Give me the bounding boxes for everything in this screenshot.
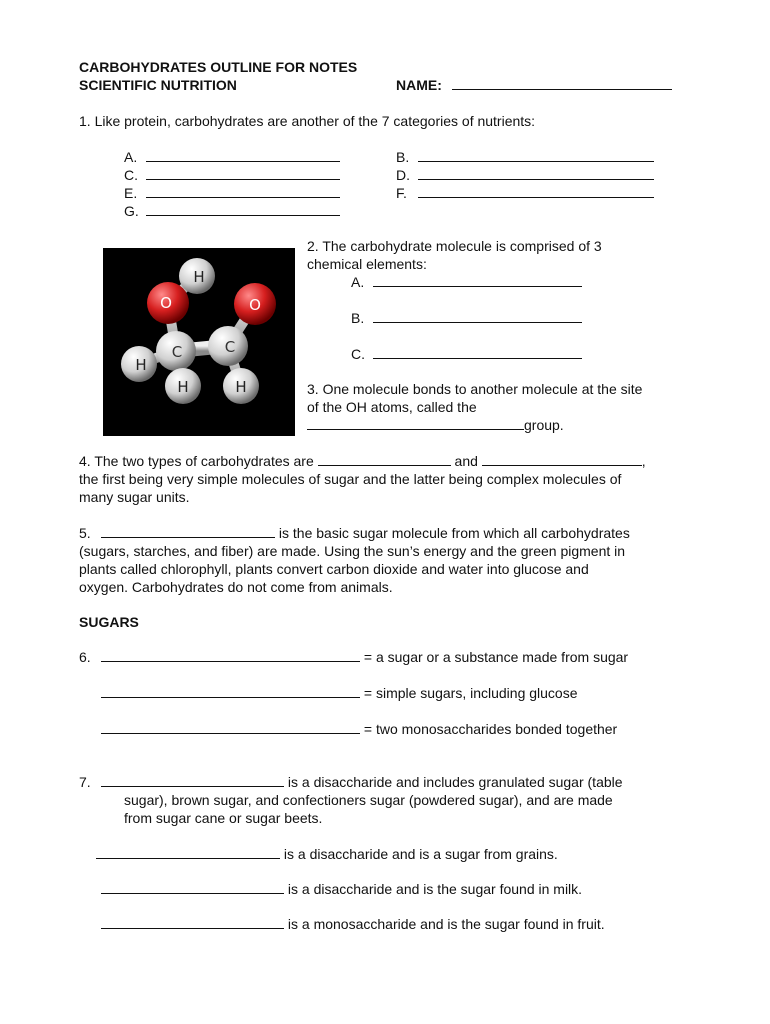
question-5-line1 [79, 524, 630, 542]
question-6-item-2 [101, 684, 578, 702]
atom-label: O [160, 294, 172, 312]
q6-text-3: = two monosaccharides bonded together [363, 721, 618, 737]
q4-blank-1[interactable] [318, 452, 451, 466]
question-6-item-1 [79, 648, 628, 666]
atom-label: H [177, 378, 189, 396]
question-4-line2: the first being very simple molecules of sugar and the latter being complex molecules of [79, 471, 622, 487]
question-3-line2: of the OH atoms, called the [307, 399, 477, 415]
question-3-line3 [307, 416, 564, 434]
q2-item-a [351, 273, 582, 291]
q1-letter: F. [396, 185, 407, 201]
question-7-item-4 [101, 915, 605, 933]
page-subtitle: SCIENTIFIC NUTRITION [79, 77, 237, 93]
q1-letter: B. [396, 149, 410, 165]
q1-blank-d[interactable] [418, 166, 654, 180]
q1-item-e [124, 184, 340, 202]
q1-letter: C. [124, 167, 138, 183]
q7-blank-3[interactable] [101, 880, 284, 894]
q1-letter: D. [396, 167, 410, 183]
q7-text-4: is a monosaccharide and is the sugar found in fruit. [287, 916, 605, 932]
name-row [396, 76, 672, 94]
q1-letter: G. [124, 203, 139, 219]
q7-blank-4[interactable] [101, 915, 284, 929]
q7-line1-rest: is a disaccharide and includes granulated sugar (table [287, 774, 623, 790]
atom-label: H [193, 268, 205, 286]
q2-item-b [351, 309, 582, 327]
q2-blank-b[interactable] [373, 309, 582, 323]
question-2-line1: 2. The carbohydrate molecule is comprised of 3 [307, 238, 602, 254]
question-7-line3: from sugar cane or sugar beets. [124, 810, 323, 826]
q1-blank-g[interactable] [146, 202, 340, 216]
q3-suffix: group. [524, 417, 564, 433]
q6-blank-1[interactable] [101, 648, 360, 662]
q4-part1: 4. The two types of carbohydrates are [79, 453, 314, 469]
q1-item-g [124, 202, 340, 220]
atom-label: C [171, 343, 183, 361]
q1-blank-a[interactable] [146, 148, 340, 162]
q1-blank-f[interactable] [418, 184, 654, 198]
q2-blank-c[interactable] [373, 345, 582, 359]
q1-item-c [124, 166, 340, 184]
question-7-item-3 [101, 880, 582, 898]
q7-text-2: is a disaccharide and is a sugar from grains. [283, 846, 558, 862]
question-7-line1 [79, 773, 623, 791]
q2-blank-a[interactable] [373, 273, 582, 287]
q1-blank-e[interactable] [146, 184, 340, 198]
question-4-line3: many sugar units. [79, 489, 190, 505]
q5-blank[interactable] [101, 524, 275, 538]
q1-blank-b[interactable] [418, 148, 654, 162]
q1-letter: E. [124, 185, 138, 201]
q5-num: 5. [79, 525, 91, 541]
q6-text-1: = a sugar or a substance made from sugar [363, 649, 629, 665]
q3-blank[interactable] [307, 416, 524, 430]
question-5-line3: plants called chlorophyll, plants convert carbon dioxide and water into glucose and [79, 561, 589, 577]
q7-blank-1[interactable] [101, 773, 284, 787]
question-3-line1: 3. One molecule bonds to another molecule at the site [307, 381, 643, 397]
atom-label: O [249, 296, 261, 314]
question-7-item-2 [96, 845, 558, 863]
q1-item-a [124, 148, 340, 166]
question-5-line2: (sugars, starches, and fiber) are made. Using the sun’s energy and the green pigment in [79, 543, 626, 559]
q7-num: 7. [79, 774, 91, 790]
q2-letter: B. [351, 310, 365, 326]
q1-item-f [396, 184, 654, 202]
q2-letter: A. [351, 274, 365, 290]
q2-item-c [351, 345, 582, 363]
question-2-line2: chemical elements: [307, 256, 427, 272]
question-1-text: 1. Like protein, carbohydrates are another of the 7 categories of nutrients: [79, 113, 536, 129]
molecule-graphic [103, 248, 295, 436]
q2-letter: C. [351, 346, 365, 362]
q4-part2: and [454, 453, 478, 469]
atom-label: H [135, 356, 147, 374]
q6-text-2: = simple sugars, including glucose [363, 685, 578, 701]
atom-label: C [224, 338, 236, 356]
q1-item-d [396, 166, 654, 184]
q4-part3: , [641, 453, 646, 469]
question-4-line1 [79, 452, 646, 470]
q6-blank-2[interactable] [101, 684, 360, 698]
question-5-line4: oxygen. Carbohydrates do not come from animals. [79, 579, 393, 595]
name-label: NAME: [396, 77, 442, 93]
q7-text-3: is a disaccharide and is the sugar found in milk. [287, 881, 583, 897]
question-7-line2: sugar), brown sugar, and confectioners sugar (powdered sugar), and are made [124, 792, 613, 808]
q4-blank-2[interactable] [482, 452, 642, 466]
q6-num: 6. [79, 649, 91, 665]
q1-blank-c[interactable] [146, 166, 340, 180]
section-heading-sugars: SUGARS [79, 614, 139, 630]
q1-letter: A. [124, 149, 138, 165]
q6-blank-3[interactable] [101, 720, 360, 734]
q5-line1-rest: is the basic sugar molecule from which all carbohydrates [278, 525, 630, 541]
atom-label: H [235, 378, 247, 396]
q7-blank-2[interactable] [96, 845, 280, 859]
question-6-item-3 [101, 720, 617, 738]
carbohydrate-molecule-image [103, 248, 295, 436]
name-field[interactable] [452, 76, 672, 90]
page-title: CARBOHYDRATES OUTLINE FOR NOTES [79, 59, 358, 75]
q1-item-b [396, 148, 654, 166]
